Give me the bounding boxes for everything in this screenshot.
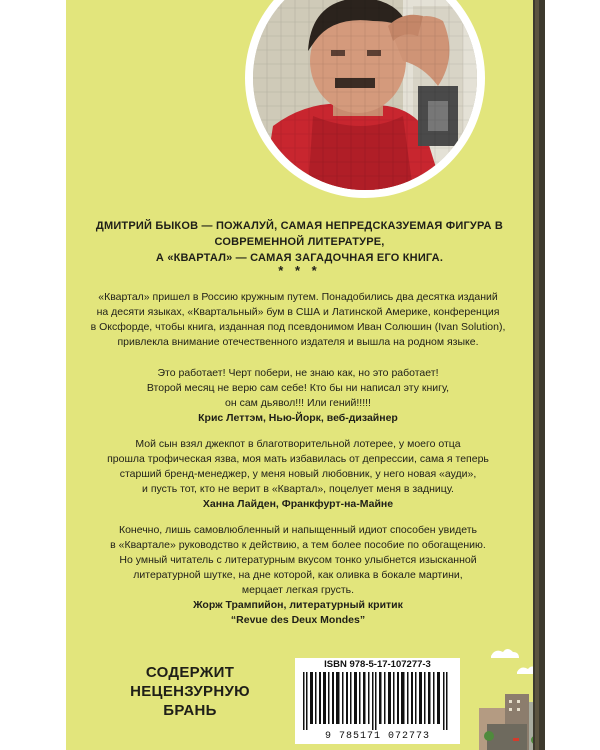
review-author: Жорж Трампийон, литературный критик [193, 599, 403, 611]
warning-line-2: НЕЦЕНЗУРНУЮ [130, 683, 250, 700]
separator-stars: * * * [278, 263, 321, 278]
profanity-warning [130, 663, 250, 720]
review-3 [88, 523, 508, 628]
review-line: литературной шутке, на дне которой, как оливка в бокале мартини, [133, 569, 463, 581]
intro-line: привлекла внимание отечественного издателя и вышла на родном языке. [117, 336, 479, 348]
review-author: Крис Леттэм, Нью-Йорк, веб-дизайнер [198, 412, 398, 424]
review-line: Второй месяц не верю сам себе! Кто бы ни написал эту книгу, [146, 382, 450, 394]
review-2 [88, 437, 508, 512]
isbn-label: ISBN 978-5-17-107277-3 [324, 659, 431, 670]
warning-line-3: БРАНЬ [163, 702, 217, 719]
barcode-digits: 9 785171 072773 [324, 731, 430, 742]
barcode-bars [301, 672, 454, 730]
review-line: в «Квартале» руководство к действию, а тем более пособие по обогащению. [110, 539, 486, 551]
spine-highlight [535, 0, 539, 750]
review-line: мерцает легкая грусть. [241, 584, 355, 596]
review-line: старший бренд-менеджер, у меня новый любовник, у него новая «ауди», [119, 468, 477, 480]
review-line: Это работает! Черт побери, не знаю как, но это работает! [157, 367, 439, 379]
warning-line-1: СОДЕРЖИТ [145, 664, 235, 681]
author-photo-image [253, 0, 477, 190]
intro-line: в Оксфорде, чтобы книга, изданная под псевдонимом Иван Солюшин (Ivan Solution), [90, 321, 506, 333]
tagline-line-1: ДМИТРИЙ БЫКОВ — ПОЖАЛУЙ, САМАЯ НЕПРЕДСКАЗУЕМАЯ ФИГУРА В СОВРЕМЕННОЙ ЛИТЕРАТУРЕ, [95, 220, 504, 248]
review-author: Ханна Лайден, Франкфурт-на-Майне [202, 498, 394, 510]
review-line: и пусть тот, кто не верит в «Квартал», поцелует меня в задницу. [142, 483, 454, 495]
review-line: Конечно, лишь самовлюбленный и напыщенный идиот способен увидеть [118, 524, 478, 536]
review-line: Но умный читатель с литературным вкусом тонко улыбнется изысканной [119, 554, 477, 566]
review-line: он сам дьявол!!! Или гений!!!!! [225, 397, 371, 409]
tagline [66, 218, 533, 266]
isbn-barcode [295, 658, 460, 744]
author-photo [245, 0, 485, 198]
back-cover [66, 0, 533, 750]
review-line: прошла трофическая язва, моя мать избавилась от депрессии, сама я теперь [107, 453, 489, 465]
review-line: Мой сын взял джекпот в благотворительной лотерее, у моего отца [135, 438, 461, 450]
intro-line: «Квартал» пришел в Россию кружным путем. Понадобились два десятка изданий [98, 291, 498, 303]
tagline-line-2: А «КВАРТАЛ» — САМАЯ ЗАГАДОЧНАЯ ЕГО КНИГА. [155, 252, 444, 264]
review-1 [88, 366, 508, 426]
city-illustration [477, 598, 533, 750]
review-source: “Revue des Deux Mondes” [230, 614, 366, 626]
intro-paragraph [88, 290, 508, 350]
intro-line: на десяти языках, «Квартальный» бум в США и Латинской Америке, конференция [96, 306, 500, 318]
